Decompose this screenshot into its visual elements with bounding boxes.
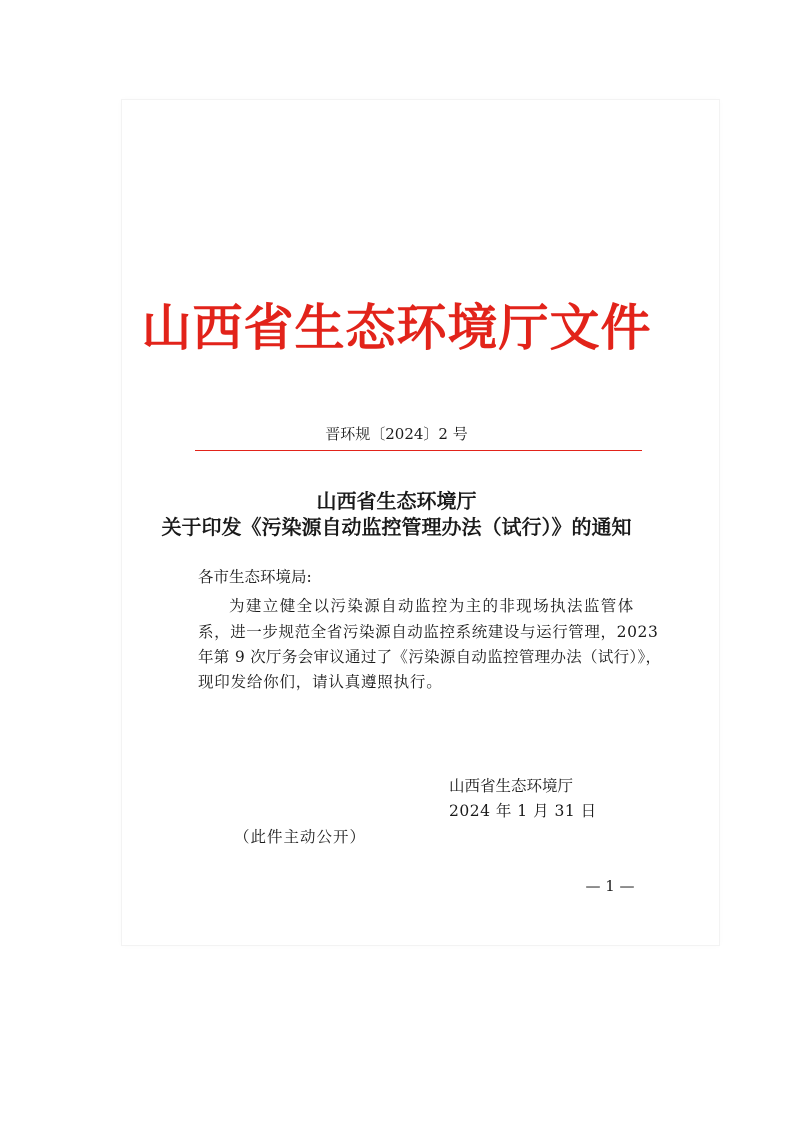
page-number: — 1 — [585, 877, 635, 895]
disclosure-note: （此件主动公开） [234, 828, 367, 846]
body-line: 为建立健全以污染源自动监控为主的非现场执法监管体 [229, 597, 635, 615]
document-number: 晋环规〔2024〕2 号 [325, 425, 468, 443]
signature-organization: 山西省生态环境厅 [449, 777, 574, 795]
title-issuer: 山西省生态环境厅 [316, 489, 477, 513]
body-line: 年第 9 次厅务会审议通过了《污染源自动监控管理办法（试行）》， [198, 648, 662, 666]
body-line: 系，进一步规范全省污染源自动监控系统建设与运行管理，2023 [198, 623, 659, 641]
signature-date: 2024 年 1 月 31 日 [449, 802, 597, 820]
title-subject: 关于印发《污染源自动监控管理办法（试行）》的通知 [161, 515, 632, 539]
red-separator-line [195, 450, 642, 451]
body-line: 现印发给你们，请认真遵照执行。 [198, 673, 443, 691]
document-masthead: 山西省生态环境厅文件 [141, 298, 652, 357]
salutation: 各市生态环境局: [198, 568, 312, 586]
